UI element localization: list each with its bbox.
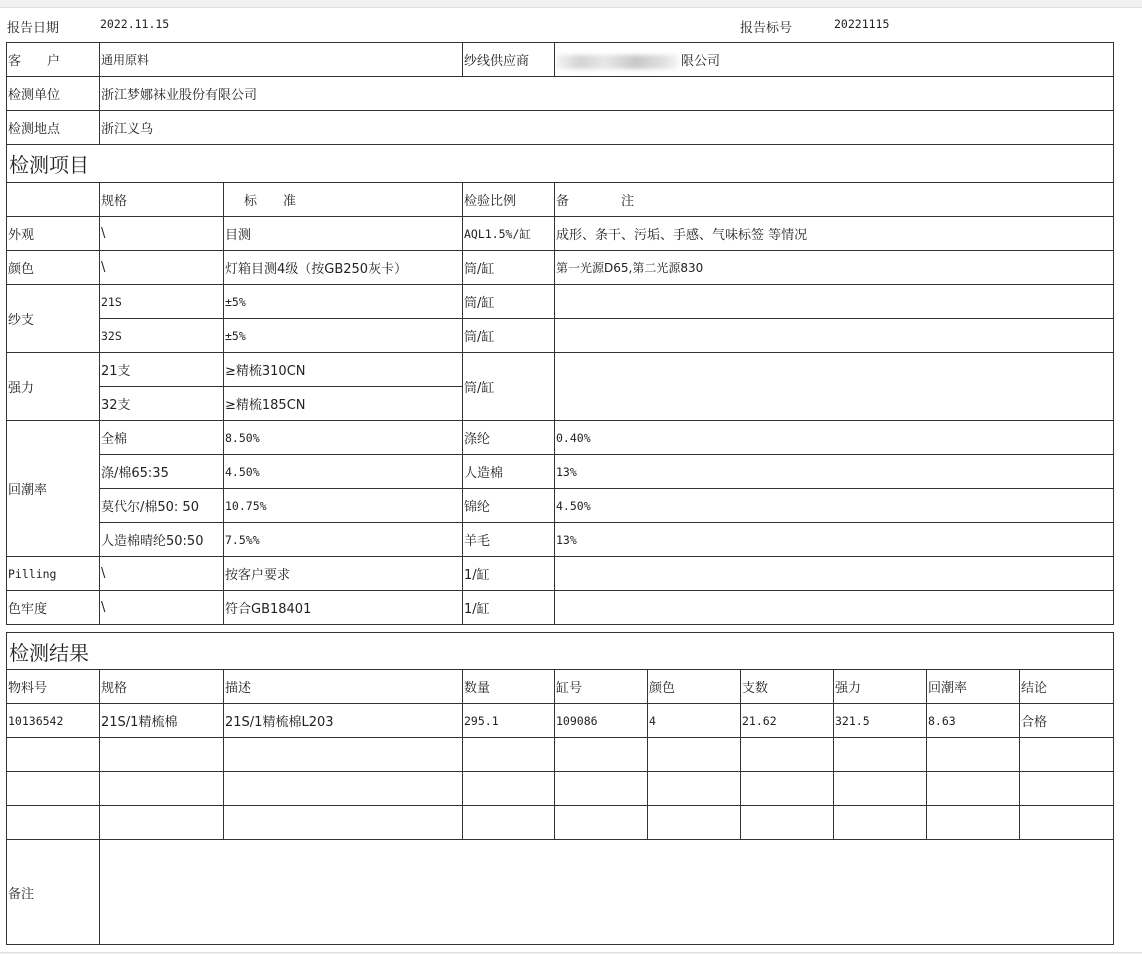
results-header-cell: 物料号 xyxy=(7,670,100,704)
fastness-standard: 符合GB18401 xyxy=(224,591,463,625)
regain-value: 4.50% xyxy=(224,455,463,489)
regain-material-2: 羊毛 xyxy=(463,523,555,557)
items-header-ratio: 检验比例 xyxy=(463,183,555,217)
fastness-row xyxy=(7,591,1114,625)
results-header-cell: 规格 xyxy=(100,670,224,704)
fastness-spec: \ xyxy=(100,591,224,625)
count-spec: 32S xyxy=(100,319,224,353)
items-header-row xyxy=(7,183,1114,217)
info-table xyxy=(6,42,1114,145)
report-sheet xyxy=(0,7,1142,953)
pilling-spec: \ xyxy=(100,557,224,591)
appearance-row xyxy=(7,217,1114,251)
results-cell: 10136542 xyxy=(7,704,100,738)
supplier-value xyxy=(555,43,1114,77)
color-remarks: 第一光源D65,第二光源830 xyxy=(555,251,1114,285)
regain-value: 10.75% xyxy=(224,489,463,523)
location-label: 检测地点 xyxy=(7,111,100,145)
results-section-title: 检测结果 xyxy=(7,633,1114,670)
color-ratio: 筒/缸 xyxy=(463,251,555,285)
items-table xyxy=(6,144,1114,625)
report-no: 20221115 xyxy=(834,17,890,31)
regain-row xyxy=(7,489,1114,523)
results-cell: 109086 xyxy=(555,704,648,738)
results-cell: 321.5 xyxy=(834,704,927,738)
remarks-label: 备注 xyxy=(7,840,100,945)
regain-material-2: 人造棉 xyxy=(463,455,555,489)
strength-label: 强力 xyxy=(7,353,100,421)
regain-material: 莫代尔/棉50: 50 xyxy=(100,489,224,523)
items-header-spec: 规格 xyxy=(100,183,224,217)
results-header-cell: 支数 xyxy=(741,670,834,704)
results-empty-row xyxy=(7,772,1114,806)
regain-material: 人造棉晴纶50:50 xyxy=(100,523,224,557)
location-value: 浙江义乌 xyxy=(100,111,1114,145)
results-header-cell: 缸号 xyxy=(555,670,648,704)
results-header-cell: 结论 xyxy=(1020,670,1114,704)
count-label: 纱支 xyxy=(7,285,100,353)
strength-ratio: 筒/缸 xyxy=(463,353,555,421)
pilling-row xyxy=(7,557,1114,591)
results-cell: 21.62 xyxy=(741,704,834,738)
regain-row xyxy=(7,523,1114,557)
fastness-ratio: 1/缸 xyxy=(463,591,555,625)
results-header-cell: 描述 xyxy=(224,670,463,704)
customer-row xyxy=(7,43,1114,77)
results-cell: 295.1 xyxy=(463,704,555,738)
regain-material: 全棉 xyxy=(100,421,224,455)
regain-value: 8.50% xyxy=(224,421,463,455)
regain-value-2: 0.40% xyxy=(555,421,1114,455)
results-empty-row xyxy=(7,738,1114,772)
supplier-suffix: 限公司 xyxy=(681,54,721,69)
strength-row xyxy=(7,353,1114,387)
customer-label: 客 户 xyxy=(7,43,100,77)
report-date-label: 报告日期 xyxy=(7,21,60,36)
fastness-remarks xyxy=(555,591,1114,625)
results-header-cell: 数量 xyxy=(463,670,555,704)
appearance-remarks: 成形、条干、污垢、手感、气味标签 等情况 xyxy=(555,217,1114,251)
appearance-ratio: AQL1.5%/缸 xyxy=(463,217,555,251)
results-header-cell: 颜色 xyxy=(648,670,741,704)
items-header-remarks: 备 注 xyxy=(555,183,1114,217)
appearance-label: 外观 xyxy=(7,217,100,251)
regain-value-2: 13% xyxy=(555,523,1114,557)
strength-spec: 21支 xyxy=(100,353,224,387)
unit-value: 浙江梦娜袜业股份有限公司 xyxy=(100,77,1114,111)
pilling-label: Pilling xyxy=(7,557,100,591)
color-spec: \ xyxy=(100,251,224,285)
appearance-spec: \ xyxy=(100,217,224,251)
location-row xyxy=(7,111,1114,145)
results-cell: 4 xyxy=(648,704,741,738)
strength-spec: 32支 xyxy=(100,387,224,421)
items-header-standard: 标 准 xyxy=(224,183,463,217)
supplier-label: 纱线供应商 xyxy=(463,43,555,77)
regain-value-2: 4.50% xyxy=(555,489,1114,523)
unit-label: 检测单位 xyxy=(7,77,100,111)
regain-value-2: 13% xyxy=(555,455,1114,489)
results-empty-row xyxy=(7,806,1114,840)
report-date: 2022.11.15 xyxy=(100,17,170,31)
regain-row xyxy=(7,455,1114,489)
color-label: 颜色 xyxy=(7,251,100,285)
customer-value: 通用原料 xyxy=(100,43,463,77)
report-no-label: 报告标号 xyxy=(740,21,793,36)
count-standard: ±5% xyxy=(224,319,463,353)
redacted-name xyxy=(556,55,678,69)
regain-value: 7.5%% xyxy=(224,523,463,557)
appearance-standard: 目测 xyxy=(224,217,463,251)
count-row xyxy=(7,285,1114,319)
color-standard: 灯箱目测4级（按GB250灰卡） xyxy=(224,251,463,285)
results-cell: 合格 xyxy=(1020,704,1114,738)
count-remarks xyxy=(555,285,1114,319)
count-ratio: 筒/缸 xyxy=(463,319,555,353)
items-section-title: 检测项目 xyxy=(7,145,1114,183)
count-spec: 21S xyxy=(100,285,224,319)
remarks-row xyxy=(7,840,1114,945)
pilling-standard: 按客户要求 xyxy=(224,557,463,591)
regain-label: 回潮率 xyxy=(7,421,100,557)
fastness-label: 色牢度 xyxy=(7,591,100,625)
results-cell: 8.63 xyxy=(927,704,1020,738)
strength-standard: ≥精梳185CN xyxy=(224,387,463,421)
count-ratio: 筒/缸 xyxy=(463,285,555,319)
results-cell: 21S/1精梳棉 xyxy=(100,704,224,738)
count-row xyxy=(7,319,1114,353)
items-header-blank xyxy=(7,183,100,217)
results-header-cell: 回潮率 xyxy=(927,670,1020,704)
report-header xyxy=(0,8,1142,42)
count-standard: ±5% xyxy=(224,285,463,319)
results-header-cell: 强力 xyxy=(834,670,927,704)
strength-standard: ≥精梳310CN xyxy=(224,353,463,387)
results-header-row xyxy=(7,670,1114,704)
strength-remarks xyxy=(555,353,1114,421)
pilling-ratio: 1/缸 xyxy=(463,557,555,591)
regain-material-2: 锦纶 xyxy=(463,489,555,523)
color-row xyxy=(7,251,1114,285)
results-cell: 21S/1精梳棉L203 xyxy=(224,704,463,738)
results-row xyxy=(7,704,1114,738)
pilling-remarks xyxy=(555,557,1114,591)
regain-material: 涤/棉65:35 xyxy=(100,455,224,489)
count-remarks xyxy=(555,319,1114,353)
unit-row xyxy=(7,77,1114,111)
regain-row xyxy=(7,421,1114,455)
remarks-value xyxy=(100,840,1114,945)
regain-material-2: 涤纶 xyxy=(463,421,555,455)
results-table xyxy=(6,632,1114,945)
